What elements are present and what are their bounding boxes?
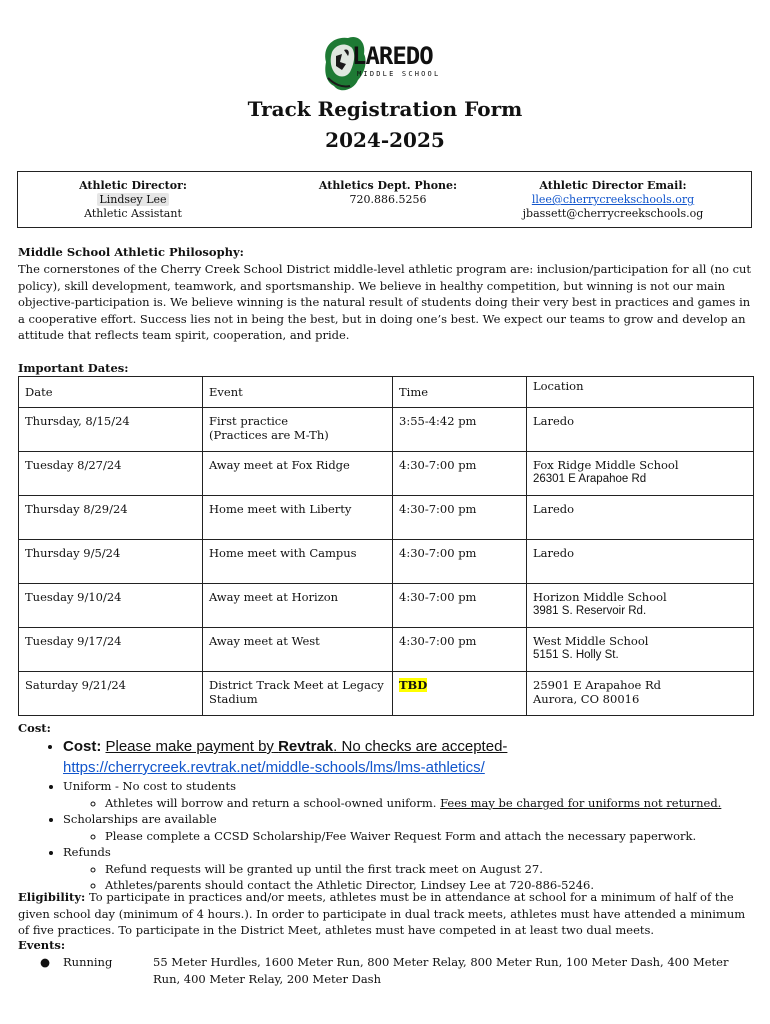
logo-subtitle: MIDDLE SCHOOL — [357, 70, 441, 78]
row-event: Away meet at West — [203, 628, 393, 672]
philosophy-heading: Middle School Athletic Philosophy: — [18, 245, 244, 259]
table-row — [19, 496, 754, 540]
revtrak-link[interactable]: https://cherrycreek.revtrak.net/middle-schools/lms/lms-athletics/ — [63, 759, 485, 776]
assistant-email: jbassett@cherrycreekschools.og — [522, 207, 704, 220]
running-label: Running — [63, 955, 113, 969]
row-time: 4:30-7:00 pm — [393, 496, 527, 540]
email-label: Athletic Director Email: — [539, 179, 687, 192]
director-name: Lindsey Lee — [99, 193, 167, 206]
row-location: Horizon Middle School 3981 S. Reservoir Rd. — [527, 584, 754, 628]
row-location: 25901 E Arapahoe Rd Aurora, CO 80016 — [527, 672, 754, 716]
list-item: ◦ Athletes will borrow and return a school-owned uniform. Fees may be charged for uniforms not returned. — [105, 795, 758, 812]
row-time — [393, 672, 527, 716]
table-row — [19, 628, 754, 672]
row-time: 4:30-7:00 pm — [393, 584, 527, 628]
assistant-label: Athletic Assistant — [84, 207, 182, 220]
philosophy-text: The cornerstones of the Cherry Creek School District middle-level athletic program are: inclusion/participation for all (no cut policy), skill development, teamwork, and sportsmanship. We believe in healthy competition, but winning is not our main objective-participation is. We believe winning is the natural result of students doing their very best in practices and games in a cooperative effort. Success lies not in being the best, but in doing one’s best. We expect our teams to grow and develop an attitude that reflects team spirit, cooperation, and pride. — [18, 262, 752, 342]
row-date: Thursday 9/5/24 — [19, 540, 203, 584]
row-location: Fox Ridge Middle School 26301 E Arapahoe Rd — [527, 452, 754, 496]
dates-table — [18, 376, 754, 716]
list-item: ◦ Athletes/parents should contact the Athletic Director, Lindsey Lee at 720-886-5246. — [105, 877, 758, 894]
phone-number: 720.886.5256 — [349, 193, 427, 206]
list-item: • Uniform - No cost to students ◦ Athletes will borrow and return a school-owned uniform. Fees may be charged for uniforms not returned. — [63, 778, 758, 811]
contact-box — [17, 171, 752, 228]
email-column — [478, 179, 748, 221]
bullet-icon: ● — [40, 955, 51, 969]
row-date: Tuesday 8/27/24 — [19, 452, 203, 496]
dates-heading: Important Dates: — [18, 361, 129, 375]
row-location: Laredo — [527, 496, 754, 540]
table-row — [19, 540, 754, 584]
table-row — [19, 408, 754, 452]
header-location: Location — [527, 377, 754, 408]
table-row — [19, 672, 754, 716]
row-date: Saturday 9/21/24 — [19, 672, 203, 716]
tbd-badge: TBD — [399, 678, 428, 692]
row-event: Away meet at Horizon — [203, 584, 393, 628]
director-column — [38, 179, 228, 221]
eligibility-text: Eligibility: To participate in practices and/or meets, athletes must be in attendance at school for a minimum of half of the given school day (minimum of 4 hours.). In order to participate in dual track meets, athletes must have attended a minimum of five practices. To participate in the District Meet, athletes must have competed in at least two dual meets. — [18, 890, 746, 937]
row-time: 3:55-4:42 pm — [393, 408, 527, 452]
logo-school-name: LAREDO — [352, 42, 433, 70]
events-heading: Events: — [18, 938, 66, 952]
header-event: Event — [203, 377, 393, 408]
form-year: 2024-2025 — [325, 128, 445, 152]
row-event: First practice (Practices are M-Th) — [203, 408, 393, 452]
row-event: Away meet at Fox Ridge — [203, 452, 393, 496]
list-item: ◦ Refund requests will be granted up until the first track meet on August 27. — [105, 861, 758, 878]
row-event: Home meet with Campus — [203, 540, 393, 584]
row-date: Tuesday 9/17/24 — [19, 628, 203, 672]
phone-label: Athletics Dept. Phone: — [318, 179, 458, 192]
table-row — [19, 452, 754, 496]
list-item: • Refunds ◦ Refund requests will be granted up until the first track meet on August 27. ◦ Athletes/parents should contact the Athletic Director, Lindsey Lee at 720-886-5246. — [63, 844, 758, 894]
table-header-row — [19, 377, 754, 408]
running-list: 55 Meter Hurdles, 1600 Meter Run, 800 Meter Relay, 800 Meter Run, 100 Meter Dash, 400 Meter Run, 400 Meter Relay, 200 Meter Dash — [153, 955, 729, 986]
row-date: Thursday 8/29/24 — [19, 496, 203, 540]
list-item: • Cost: Please make payment by Revtrak. No checks are accepted- https://cherrycreek.revtrak.net/middle-schools/lms/lms-athletics/ — [63, 736, 758, 778]
form-title: Track Registration Form — [247, 97, 523, 121]
cost-list — [18, 736, 758, 894]
row-time: 4:30-7:00 pm — [393, 628, 527, 672]
revtrak-label: Revtrak — [278, 738, 334, 755]
row-date: Tuesday 9/10/24 — [19, 584, 203, 628]
cost-heading: Cost: — [18, 721, 51, 735]
list-item: • Scholarships are available ◦ Please complete a CCSD Scholarship/Fee Waiver Request Form and attach the necessary paperwork. — [63, 811, 758, 844]
list-item: ◦ Please complete a CCSD Scholarship/Fee Waiver Request Form and attach the necessary paperwork. — [105, 828, 758, 845]
header-date: Date — [19, 377, 203, 408]
row-event: Home meet with Liberty — [203, 496, 393, 540]
table-row — [19, 584, 754, 628]
header-time: Time — [393, 377, 527, 408]
director-email-link[interactable]: llee@cherrycreekschools.org — [531, 193, 695, 206]
director-label: Athletic Director: — [79, 179, 187, 192]
eligibility-label: Eligibility: — [18, 890, 86, 904]
row-time: 4:30-7:00 pm — [393, 540, 527, 584]
row-date: Thursday, 8/15/24 — [19, 408, 203, 452]
row-location: Laredo — [527, 408, 754, 452]
phone-column — [278, 179, 498, 207]
row-location: West Middle School 5151 S. Holly St. — [527, 628, 754, 672]
row-time: 4:30-7:00 pm — [393, 452, 527, 496]
row-event: District Track Meet at Legacy Stadium — [203, 672, 393, 716]
row-location: Laredo — [527, 540, 754, 584]
